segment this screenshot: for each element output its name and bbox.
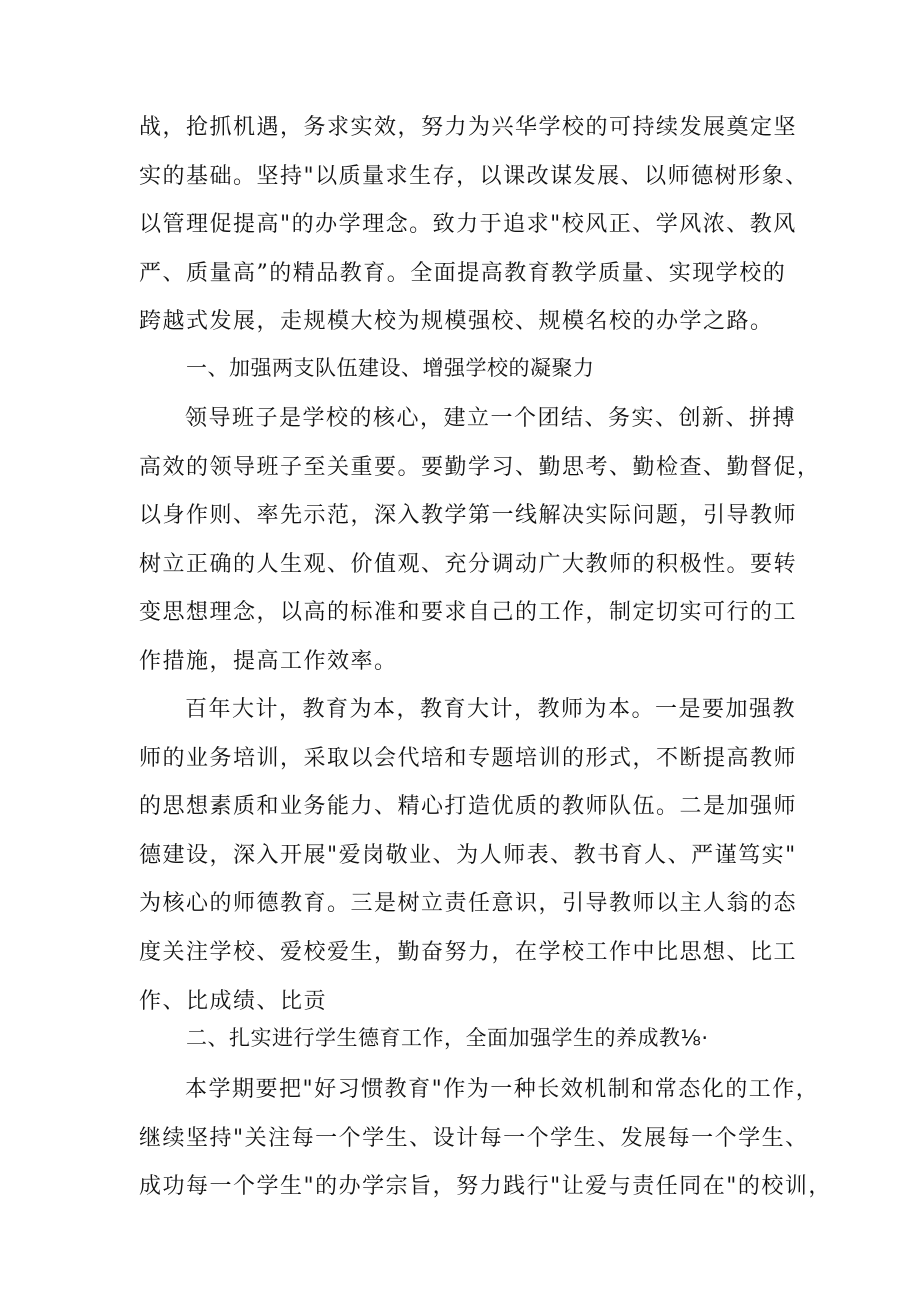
text-line: 作措施，提高工作效率。: [139, 648, 398, 674]
text-line: 变思想理念，以高的标准和要求自己的工作，制定切实可行的工: [139, 600, 798, 626]
text-line: 树立正确的人生观、价值观、充分调动广大教师的积极性。要转: [139, 551, 798, 577]
text-line: 继续坚持"关注每一个学生、设计每一个学生、发展每一个学生、: [139, 1125, 809, 1151]
text-line: 跨越式发展，走规模大校为规模强校、规模名校的办学之路。: [139, 309, 774, 335]
paragraph-leadership: [139, 395, 821, 687]
text-line: 本学期要把"好习惯教育"作为一种长效机制和常态化的工作，: [185, 1077, 820, 1102]
text-line: 师的业务培训，采取以会代培和专题培训的形式，不断提高教师: [139, 745, 798, 771]
text-line: 成功每一个学生"的办学宗旨，努力践行"让爱与责任同在"的校训，: [139, 1174, 832, 1200]
text-line: 作、比成绩、比贡: [139, 988, 328, 1014]
text-line: 德建设，深入开展"爱岗敬业、为人师表、教书育人、严谨笃实": [139, 842, 797, 868]
text-line: 的思想素质和业务能力、精心打造优质的教师队伍。二是加强师: [139, 794, 798, 820]
text-line: 为核心的师德教育。三是树立责任意识，引导教师以主人翁的态: [139, 891, 798, 917]
text-line: 领导班子是学校的核心，建立一个团结、务实、创新、拼搏: [185, 406, 797, 431]
text-line: 度关注学校、爱校爱生，勤奋努力，在学校工作中比思想、比工: [139, 939, 798, 965]
text-line: 高效的领导班子至关重要。要勤学习、勤思考、勤检查、勤督促，: [139, 454, 821, 480]
section-heading-2: 二、扎实进行学生德育工作，全面加强学生的养成教⅛·: [186, 1026, 709, 1050]
intro-paragraph: [139, 104, 809, 347]
text-line: 百年大计，教育为本，教育大计，教师为本。一是要加强教: [185, 697, 797, 722]
text-line: 以管理促提高"的办学理念。致力于追求"校风正、学风浓、教风: [139, 212, 797, 238]
paragraph-moral-education: [139, 1066, 832, 1212]
text-line: 严、质量高”的精品教育。全面提高教育教学质量、实现学校的: [139, 260, 787, 286]
text-line: 战，抢抓机遇，务求实效，努力为兴华学校的可持续发展奠定坚: [139, 115, 798, 140]
text-line: 以身作则、率先示范，深入教学第一线解决实际问题，引导教师: [139, 503, 798, 529]
text-line: 实的基础。坚持"以质量求生存，以课改谋发展、以师德树形象、: [139, 163, 809, 189]
section-heading-1: 一、加强两支队伍建设、增强学校的凝聚力: [186, 356, 595, 380]
paragraph-teachers: [139, 686, 798, 1026]
